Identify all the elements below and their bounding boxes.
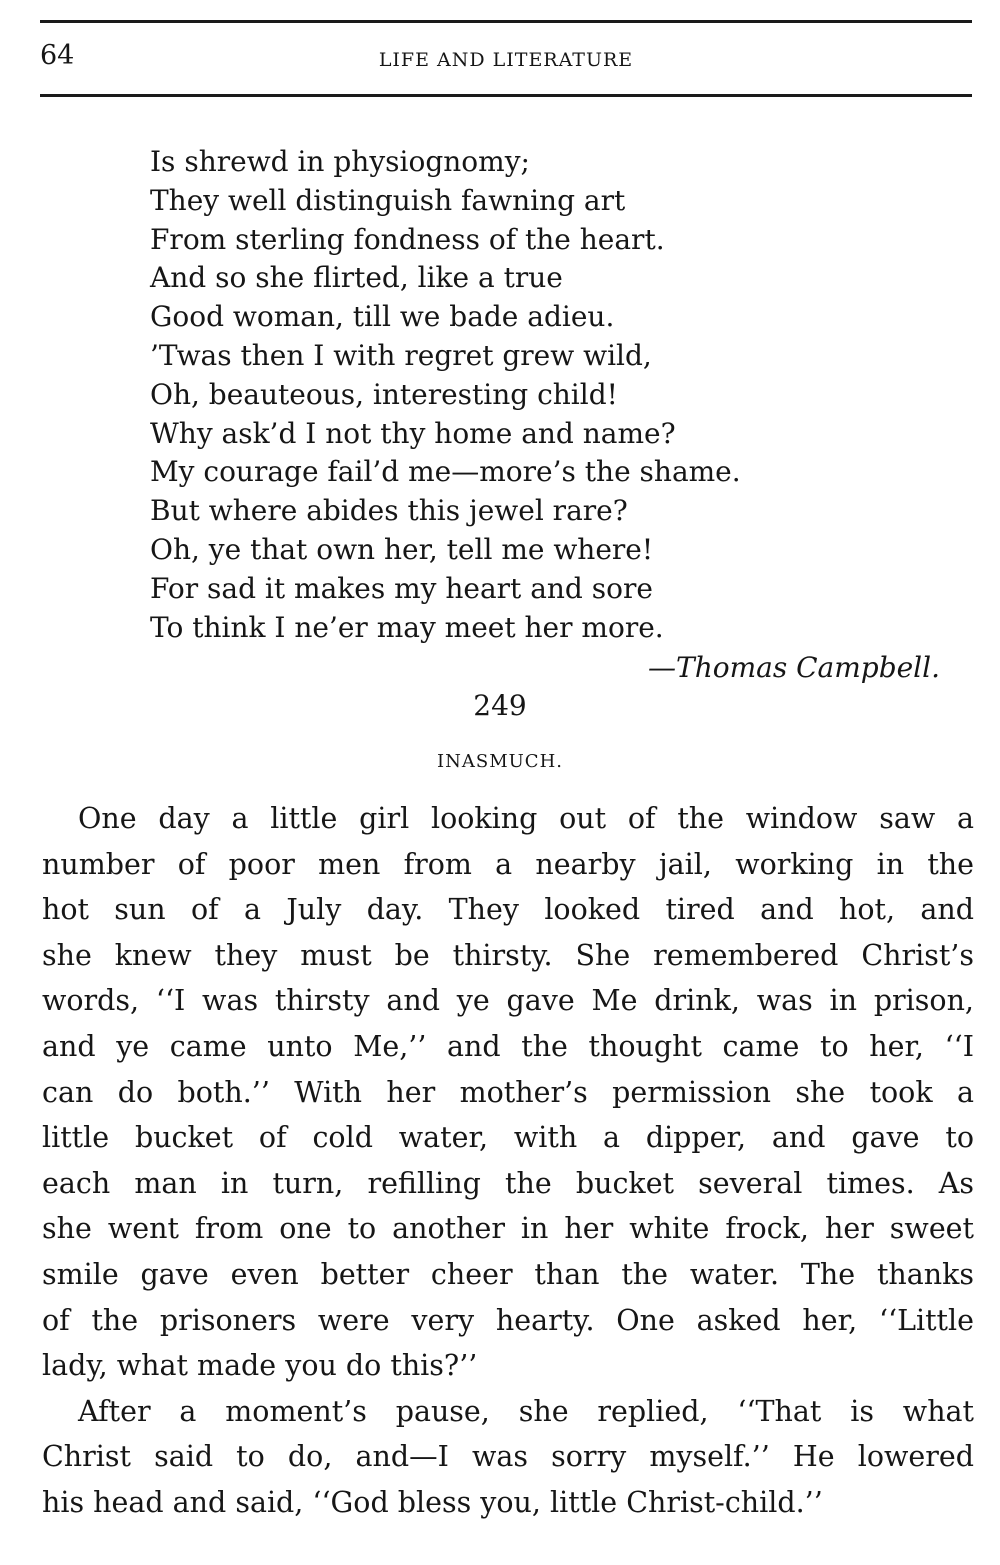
poem-line: From sterling fondness of the heart. (150, 222, 665, 256)
prose-line: hot sun of a July day. They looked tired and hot, and (42, 893, 974, 927)
prose-line: and ye came unto Me,’’ and the thought came to her, ‘‘I (42, 1029, 974, 1063)
selection-number: 249 (473, 689, 527, 722)
prose-line: number of poor men from a nearby jail, working in the (42, 847, 974, 881)
poem-line: My courage fail’d me—more’s the shame. (150, 455, 741, 489)
prose-line: she knew they must be thirsty. She remembered Christ’s (42, 938, 974, 972)
prose-line: Christ said to do, and—I was sorry myself.’’ He lowered (42, 1440, 974, 1474)
prose-line: words, ‘‘I was thirsty and ye gave Me drink, was in prison, (42, 984, 974, 1018)
prose-line: One day a little girl looking out of the window saw a (78, 802, 974, 835)
prose-line: smile gave even better cheer than the water. The thanks (42, 1257, 974, 1291)
poem-attribution: —Thomas Campbell. (648, 651, 940, 684)
prose-line: each man in turn, refilling the bucket several times. As (42, 1166, 974, 1200)
prose-line: lady, what made you do this?’’ (42, 1349, 478, 1383)
poem-line: Oh, beauteous, interesting child! (150, 377, 618, 411)
poem-line: And so she flirted, like a true (150, 261, 563, 295)
poem-line: Is shrewd in physiognomy; (150, 145, 530, 178)
poem-line: Good woman, till we bade adieu. (150, 300, 615, 334)
prose-line: After a moment’s pause, she replied, ‘‘That is what (78, 1394, 974, 1428)
poem-stanza (150, 143, 741, 647)
poem-line: But where abides this jewel rare? (150, 494, 628, 528)
prose-line: can do both.’’ With her mother’s permission she took a (42, 1075, 974, 1109)
poem-line: Oh, ye that own her, tell me where! (150, 532, 654, 566)
poem-line: To think I ne’er may meet her more. (150, 610, 664, 644)
prose-line: little bucket of cold water, with a dipper, and gave to (42, 1121, 974, 1155)
poem-line: They well distinguish fawning art (150, 183, 626, 217)
header-top-rule (40, 20, 972, 23)
poem-line: ’Twas then I with regret grew wild, (150, 338, 652, 372)
poem-line: For sad it makes my heart and sore (150, 571, 653, 605)
prose-line: of the prisoners were very hearty. One asked her, ‘‘Little (42, 1303, 974, 1337)
page-number: 64 (40, 40, 75, 71)
running-title: LIFE AND LITERATURE (378, 49, 634, 71)
poem-line: Why ask’d I not thy home and name? (150, 416, 676, 450)
header-bottom-rule (40, 94, 972, 97)
prose-line: his head and said, ‘‘God bless you, little Christ-child.’’ (42, 1485, 823, 1519)
selection-title: INASMUCH. (437, 751, 563, 772)
story-text (42, 796, 974, 1526)
prose-line: she went from one to another in her white frock, her sweet (42, 1212, 974, 1246)
